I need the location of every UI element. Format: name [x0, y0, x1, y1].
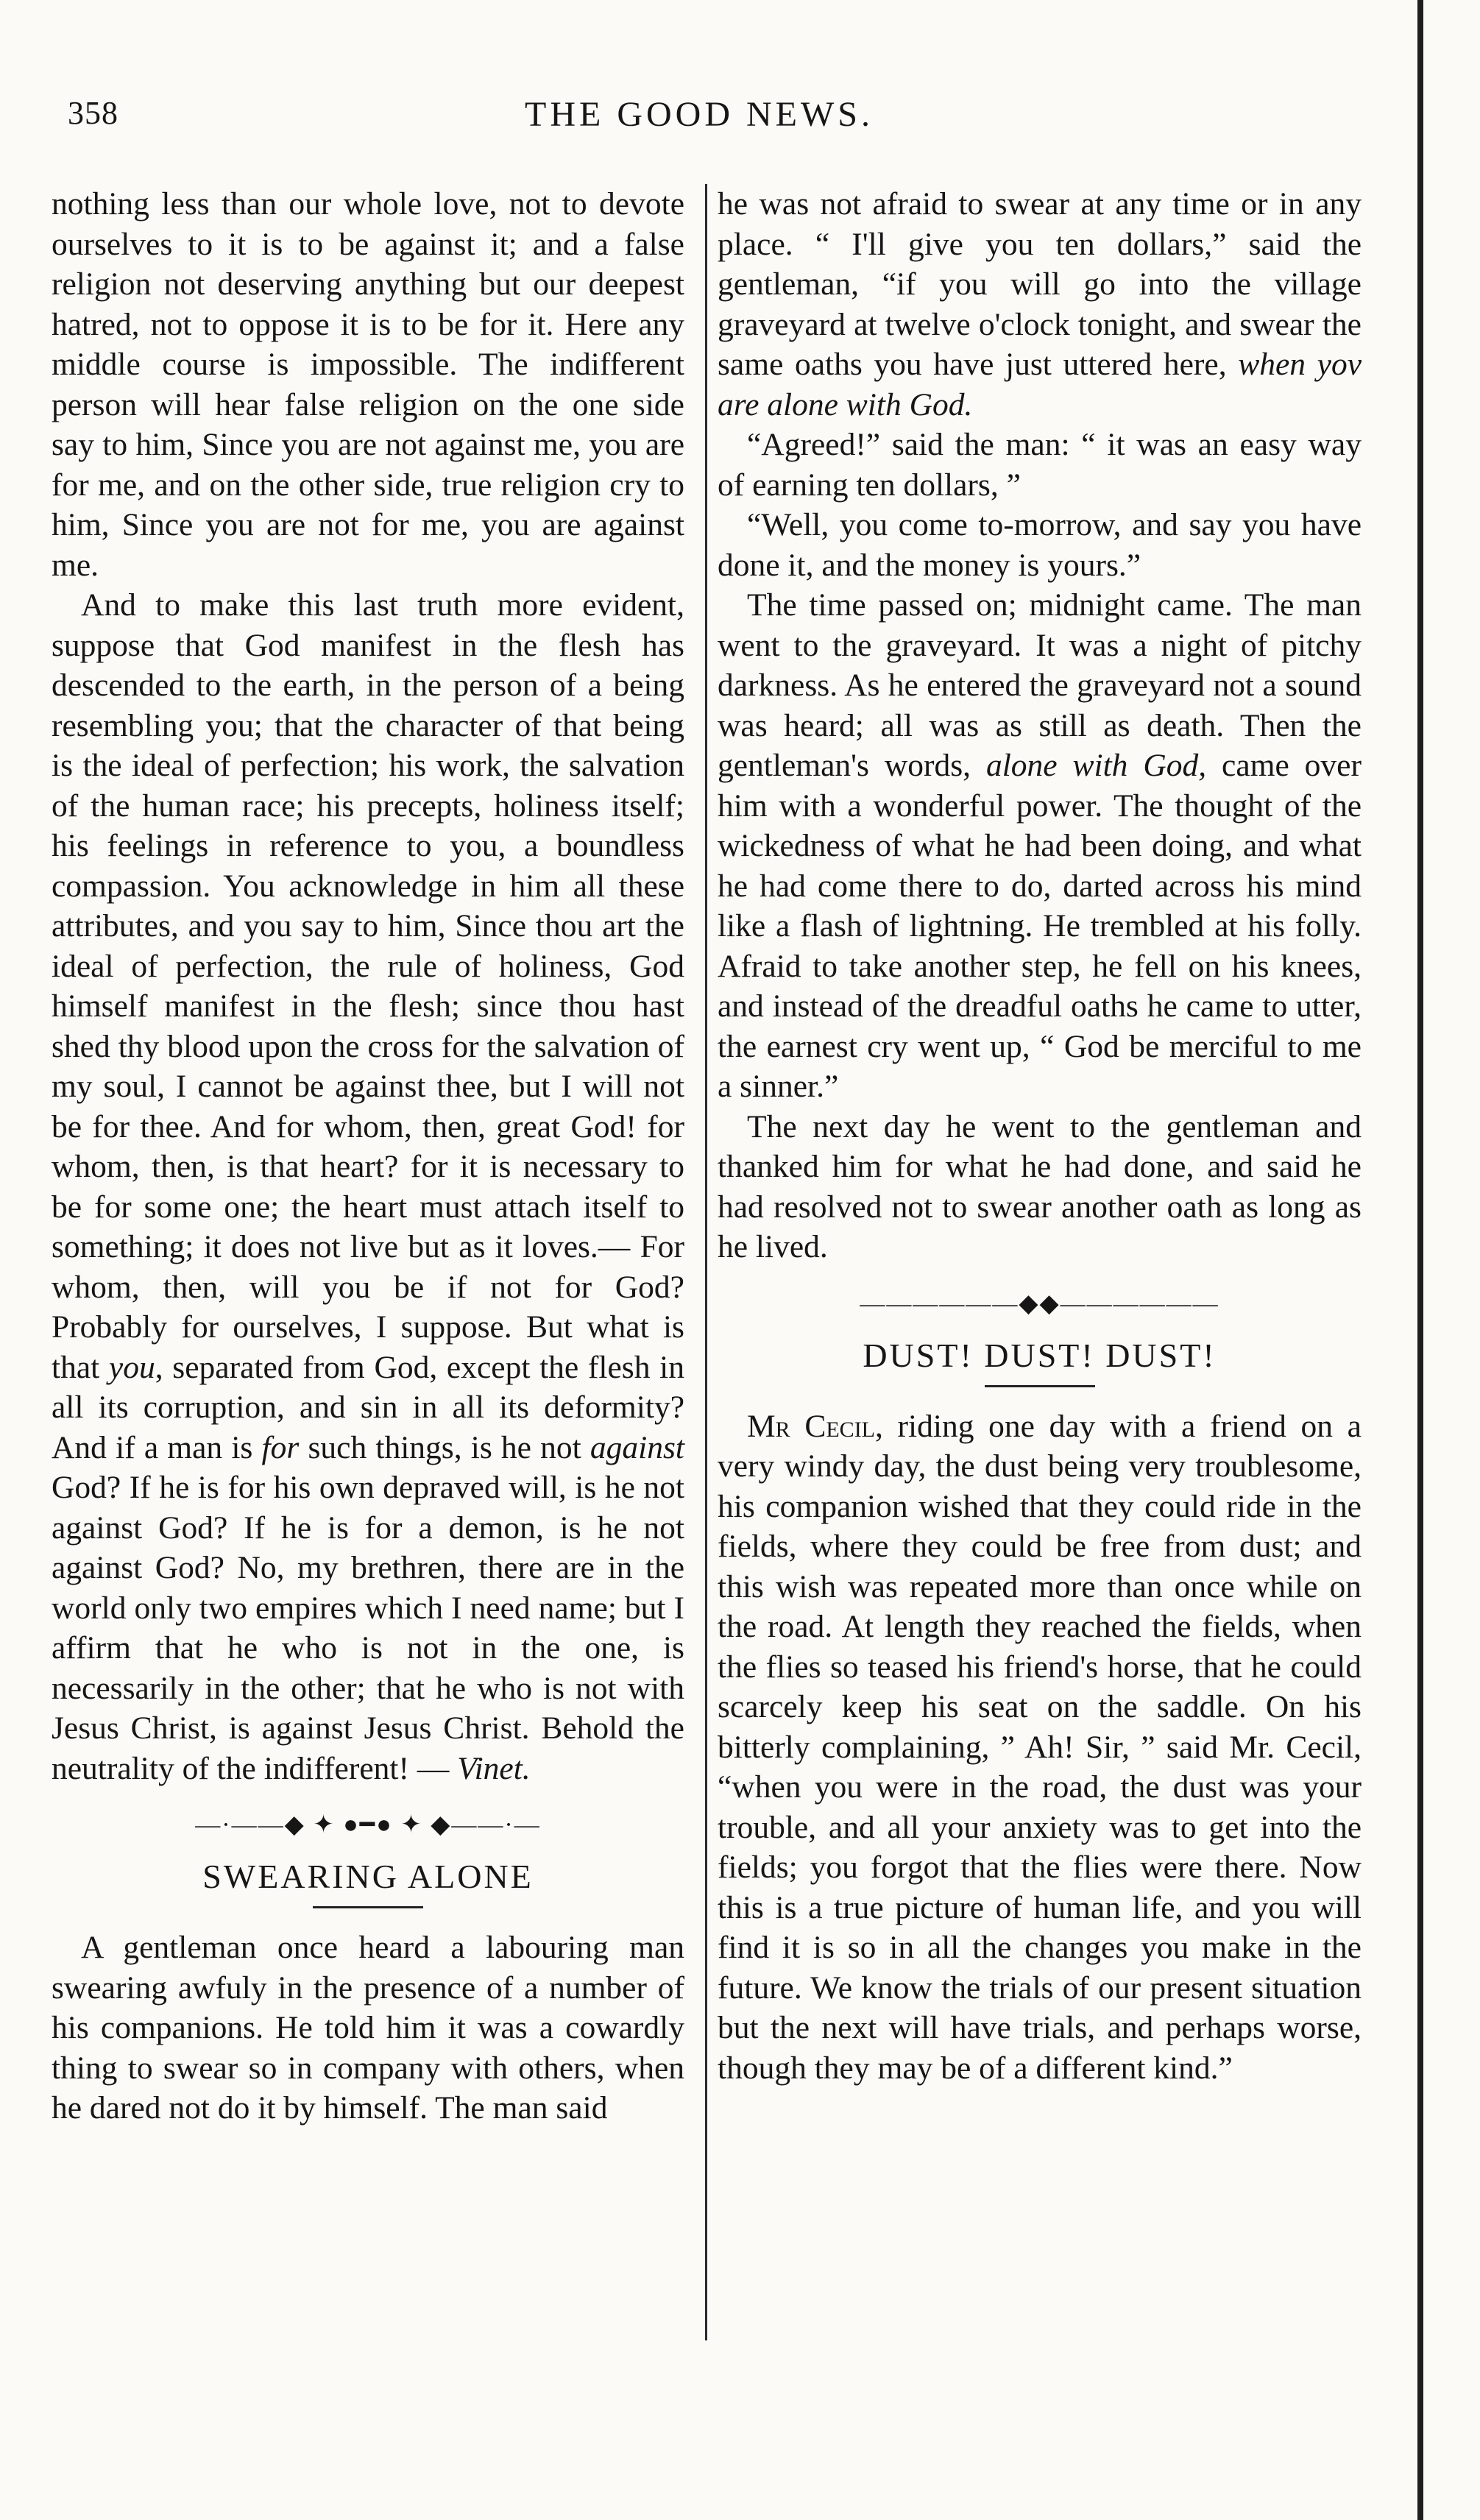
lead-name-mr-cecil: Mr Cecil,	[747, 1408, 883, 1444]
page-edge-rule	[1417, 0, 1423, 2520]
italic-against: against	[589, 1429, 685, 1465]
paragraph-text: such things, is he not	[299, 1429, 590, 1465]
paragraph-neutrality-2	[52, 585, 684, 1788]
paragraph-swearing-4	[718, 585, 1362, 1107]
paragraph-neutrality-1: nothing less than our whole love, not to devote ourselves to it is to be against it; and a false religion not deserving anything but our deepest hatred, not to oppose it is to be for it. Here any middle course is impossible. The indifferent person will hear false religion on the one side say to him, Since you are not against me, you are for me, and on the other side, true religion cry to him, Since you are not for me, you are against me.	[52, 186, 684, 583]
paragraph-text: God? If he is for his own depraved will, is he not against God? If he is for a demon, is he not against God? No, my brethren, there are in the world only two empires which I need name; but I affirm that he who is not in the one, is necessarily in the other; that he who is not with Jesus Christ, is against Jesus Christ. Behold the neutrality of the indifferent! —	[52, 1470, 684, 1786]
paragraph-text: The time passed on; midnight came. The man went to the graveyard. It was a night of pitchy darkness. As he entered the graveyard not a sound was heard; all was as still as death. Then the gentleman's words,	[718, 587, 1362, 783]
column-rule	[705, 184, 707, 2340]
paragraph-text: he was not afraid to swear at any time or in any place. “ I'll give you ten dollars,” said the gentleman, “if you will go into the village graveyard at twelve o'clock tonight, and swear the same oaths you have just uttered here,	[718, 186, 1362, 382]
paragraph-text: came over him with a wonderful power. The thought of the wickedness of what he had been doing, and what he had come there to do, darted across his mind like a flash of lightning. He trembled at his folly. Afraid to take another step, he fell on his knees, and instead of the dreadful oaths he came to utter, the earnest cry went up, “ God be merciful to me a sinner.”	[718, 748, 1362, 1104]
paragraph-text: And to make this last truth more evident, suppose that God manifest in the flesh has descended to the earth, in the person of a being resembling you; that the character of that being is the ideal of perfection; his work, the salvation of the human race; his precepts, holiness itself; his feelings in reference to you, a boundless compassion. You acknowledge in him all these attributes, and you say to him, Since thou art the ideal of perfection, the rule of holiness, God himself manifest in the flesh; since thou hast shed thy blood upon the cross for the salvation of my soul, I cannot be against thee, but I will not be for thee. And for whom, then, great God! for whom, then, is that heart? for it is necessary to be for some one; the heart must attach itself to something; it does not live but as it loves.— For whom, then, will you be if not for God? Probably for ourselves, I suppose. But what is that	[52, 587, 684, 1385]
ornamental-divider: —·——◆ ✦ ●━● ✦ ◆——·—	[195, 1811, 541, 1838]
paragraph-text: , separated from God, except the flesh in all its corruption, and sin in all its deformity? And if a man is	[52, 1349, 685, 1465]
section-heading-dust: DUST! DUST! DUST!	[863, 1336, 1217, 1374]
paragraph-swearing-5: The next day he went to the gentleman and thanked him for what he had done, and said he had resolved not to swear another oath as long as he lived.	[718, 1108, 1362, 1264]
section-heading-swearing-alone: SWEARING ALONE	[202, 1858, 534, 1895]
running-head: THE GOOD NEWS.	[525, 95, 874, 134]
page-number: 358	[68, 95, 118, 131]
paragraph-text: riding one day with a friend on a very windy day, the dust being very troublesome, his companion wished that they could ride in the fields, where they could be free from dust; and this wish was repeated more than once while on the road. At length they reached the fields, when the flies so teased his friend's horse, that he could scarcely keep his seat on the saddle. On his bitterly complaining, ” Ah! Sir, ” said Mr. Cecil, “when you were in the road, the dust was your trouble, and all your anxiety was to get into the fields; you forgot that the flies were there. Now this is a true picture of human life, and you will find it is so in all the changes you make in the future. We know the trials of our present situation but the next will have trials, and perhaps worse, though they may be of a different kind.”	[718, 1408, 1362, 2086]
italic-alone-with-god: when yov are alone with God.	[718, 347, 1362, 422]
paragraph-dust-1	[718, 1406, 1362, 2089]
author-attribution: Vinet.	[457, 1750, 531, 1786]
heading-rule	[313, 1906, 423, 1908]
paragraph-swearing-1: A gentleman once heard a labouring man swearing awfuly in the presence of a number of his companions. He told him it was a cowardly thing to swear so in company with others, when he dared not do it by himself. The man said	[52, 1930, 684, 2126]
paragraph-swearing-1-cont	[718, 184, 1362, 425]
italic-alone-with-god: alone with God,	[985, 748, 1207, 783]
ornamental-divider: ——————◆◆——————	[860, 1289, 1219, 1317]
left-column	[52, 184, 684, 2128]
paragraph-swearing-2: “Agreed!” said the man: “ it was an easy way of earning ten dollars, ”	[718, 427, 1362, 503]
italic-for: for	[261, 1429, 300, 1465]
right-column	[718, 184, 1362, 2088]
paragraph-swearing-3: “Well, you come to-morrow, and say you have done it, and the money is yours.”	[718, 507, 1362, 583]
heading-rule	[985, 1385, 1095, 1387]
italic-you: you	[108, 1349, 155, 1385]
